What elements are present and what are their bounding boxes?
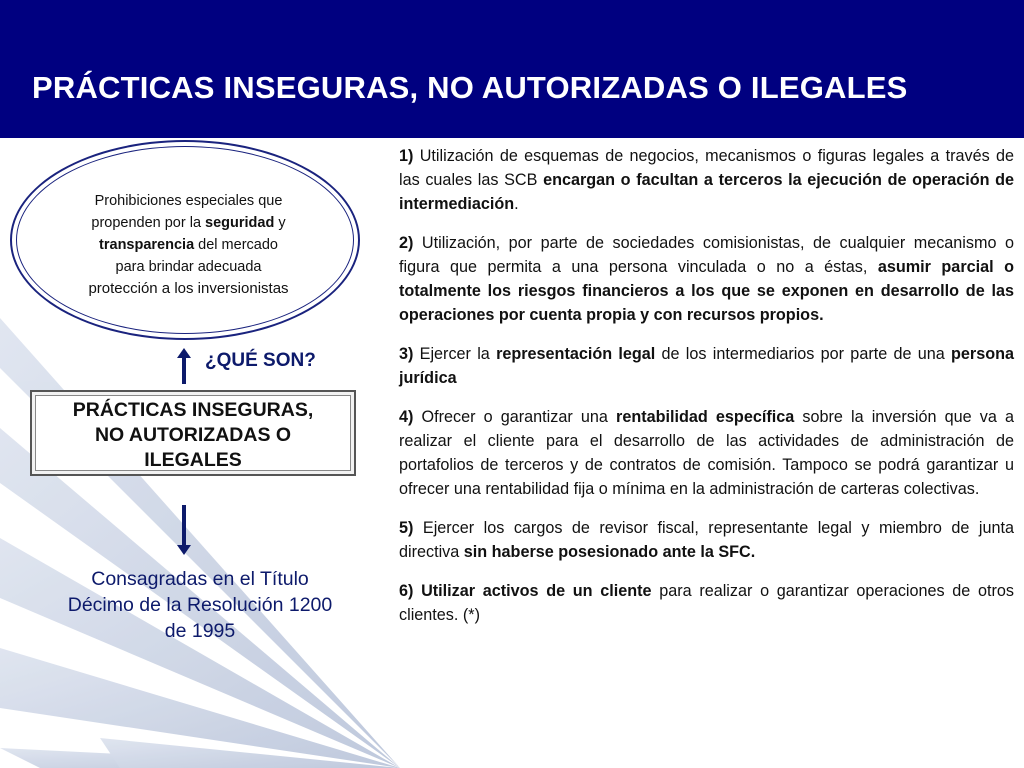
item-emphasis: encargan o facultan a terceros la ejecución de operación de intermediación xyxy=(399,171,1015,213)
item-text: Ejercer los cargos de revisor fiscal, representante legal y miembro de junta directiva xyxy=(399,519,1014,561)
emphasis-transparency: transparencia xyxy=(99,237,195,253)
arrow-up-icon xyxy=(177,348,191,384)
item-text: Ejercer la xyxy=(413,345,497,363)
arrow-down-icon xyxy=(177,505,191,555)
title-bar xyxy=(0,0,1024,138)
definition-line xyxy=(46,212,331,234)
item-number: 4) xyxy=(399,408,414,426)
item-text: de los intermediarios por parte de una xyxy=(655,345,951,363)
item-emphasis: persona jurídica xyxy=(399,345,1014,387)
item-text: Ofrecer o garantizar una xyxy=(413,408,617,426)
practice-item-6 xyxy=(399,579,1014,627)
text-fragment: del mercado xyxy=(194,237,278,253)
page-title: PRÁCTICAS INSEGURAS, NO AUTORIZADAS O ILEGALES xyxy=(32,70,908,105)
item-number: 5) xyxy=(399,519,414,537)
item-text: para realizar o garantizar operaciones de otros clientes. (*) xyxy=(399,582,1014,624)
practices-box-text xyxy=(30,398,356,473)
definition-line: protección a los inversionistas xyxy=(88,280,289,297)
definition-line: Prohibiciones especiales que xyxy=(94,193,283,209)
box-line: NO AUTORIZADAS O xyxy=(94,424,292,446)
box-line: ILEGALES xyxy=(144,449,242,471)
emphasis-security: seguridad xyxy=(205,215,275,231)
practice-item-2 xyxy=(399,231,1014,327)
item-text: Utilización, por parte de sociedades comisionistas, de cualquier mecanismo o figura que permita a una persona vinculada o no a éstas, xyxy=(399,234,1014,276)
item-number: 6) xyxy=(399,582,414,600)
item-text: . xyxy=(514,195,519,213)
item-text: sobre la inversión que va a realizar el cliente para el desarrollo de las actividades de administración de portafolios de terceros y de contratos de comisión. Tampoco se podrá garantizar u ofrecer una rentabilidad fija o mínima en la administración de carteras colectivas. xyxy=(399,408,1015,498)
text-fragment: propenden por la xyxy=(91,215,206,231)
box-line: PRÁCTICAS INSEGURAS, xyxy=(72,399,314,421)
source-reference xyxy=(30,566,370,644)
item-emphasis: rentabilidad específica xyxy=(616,408,795,426)
text-fragment: y xyxy=(274,215,286,231)
definition-line xyxy=(46,234,331,256)
practice-item-3 xyxy=(399,342,1014,390)
reference-line: Consagradas en el Título xyxy=(91,568,309,590)
item-number: 2) xyxy=(399,234,414,252)
practice-item-1 xyxy=(399,144,1014,216)
item-number: 3) xyxy=(399,345,414,363)
item-emphasis: sin haberse posesionado ante la SFC. xyxy=(463,543,756,561)
item-emphasis: asumir parcial o totalmente los riesgos financieros a los que se exponen en desarrollo de las operaciones por cuenta propia y con recursos propios. xyxy=(399,258,1014,324)
item-text: Utilización de esquemas de negocios, mecanismos o figuras legales a través de las cuales las SCB xyxy=(399,147,1014,189)
practice-item-5 xyxy=(399,516,1014,564)
reference-line: Décimo de la Resolución 1200 xyxy=(67,594,333,616)
definition-text xyxy=(46,190,331,300)
item-emphasis: Utilizar activos de un cliente xyxy=(413,582,652,600)
practice-item-4 xyxy=(399,405,1014,501)
item-number: 1) xyxy=(399,147,414,165)
item-emphasis: representación legal xyxy=(496,345,656,363)
reference-line: de 1995 xyxy=(164,620,236,642)
practices-list xyxy=(399,144,1014,642)
question-label: ¿QUÉ SON? xyxy=(205,350,316,371)
definition-line: para brindar adecuada xyxy=(115,259,262,275)
